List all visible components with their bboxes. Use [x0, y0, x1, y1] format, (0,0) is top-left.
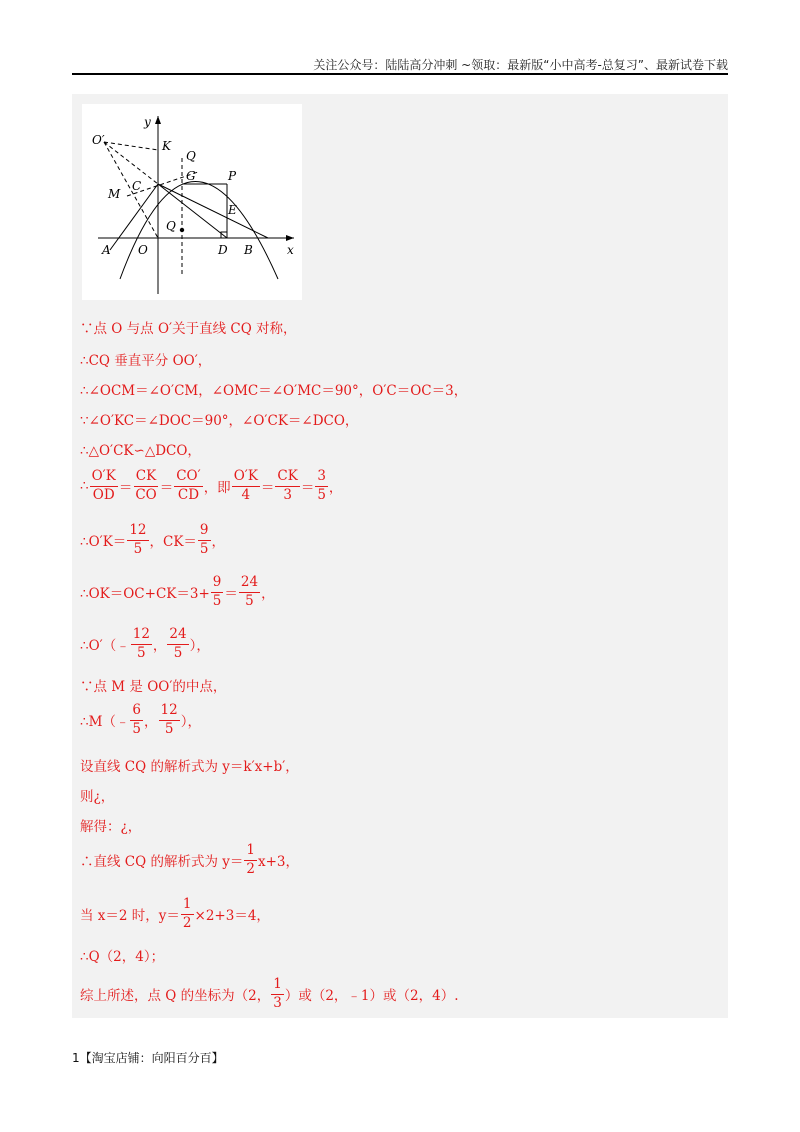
step-6-suffix: ，: [328, 480, 343, 496]
step-3: ∴∠OCM＝∠O′CM，∠OMC＝∠O′MC＝90°，O′C＝OC＝3，: [80, 383, 468, 399]
numerator: 24: [239, 576, 260, 593]
step-13: 则¿，: [80, 789, 115, 805]
step-9: [80, 624, 210, 664]
numerator: 9: [198, 524, 211, 541]
denominator: 5: [164, 720, 174, 737]
label-d: D: [218, 243, 228, 257]
denominator: 5: [317, 486, 326, 503]
label-e: E: [228, 203, 237, 217]
step-7-text-c: ，: [211, 534, 226, 550]
numerator: 6: [130, 704, 143, 721]
numerator: 12: [127, 524, 148, 541]
label-q-top: Q: [186, 149, 196, 163]
label-o-prime: O′: [92, 133, 105, 147]
fraction: [232, 470, 260, 502]
numerator: 1: [271, 978, 284, 995]
label-g: G: [186, 169, 196, 183]
numerator: 1: [244, 844, 257, 861]
step-14: 解得：¿，: [80, 819, 142, 835]
label-a: A: [102, 243, 111, 257]
step-9-text-c: ），: [189, 638, 210, 654]
label-b: B: [244, 243, 253, 257]
step-18-text-a: 综上所述，点 Q 的坐标为（2，: [80, 988, 271, 1004]
label-o: O: [138, 243, 148, 257]
label-p: P: [228, 169, 237, 183]
step-7: [80, 520, 225, 560]
fraction: [239, 576, 260, 608]
denominator: 5: [132, 720, 142, 737]
page-header: 关注公众号：陆陆高分冲刺 ~领取：最新版“小中高考-总复习”、最新试卷下载: [313, 58, 728, 72]
numerator: CK: [134, 470, 158, 487]
label-q-mid: Q: [166, 219, 176, 233]
numerator: 12: [131, 628, 152, 645]
solution-content: [72, 94, 728, 1018]
denominator: 2: [182, 914, 192, 931]
fraction: [130, 704, 143, 736]
step-18-text-b: ）或（2，﹣1）或（2，4）.: [284, 988, 459, 1004]
step-6: [80, 466, 342, 506]
step-12: 设直线 CQ 的解析式为 y＝k′x+b′，: [80, 759, 299, 775]
step-7-text-b: ，CK＝: [149, 534, 197, 550]
step-2: ∴CQ 垂直平分 OO′，: [80, 353, 212, 369]
step-18: [80, 974, 459, 1014]
step-11-text-b: ，: [144, 714, 158, 730]
label-c: C: [132, 179, 142, 193]
fraction: [181, 898, 194, 930]
denominator: 5: [199, 540, 209, 557]
fraction: [211, 576, 224, 608]
fraction: [159, 704, 180, 736]
equals: ＝: [159, 480, 174, 496]
step-11-text-c: ），: [180, 714, 201, 730]
fraction: [271, 978, 284, 1010]
step-9-text-a: ∴O′（﹣: [80, 638, 130, 654]
fraction: [244, 844, 257, 876]
label-x: x: [287, 243, 294, 257]
label-k: K: [162, 139, 171, 153]
denominator: CD: [177, 486, 200, 503]
geometry-figure: [82, 104, 302, 300]
numerator: O′K: [90, 470, 118, 487]
numerator: 3: [315, 470, 328, 487]
step-6-prefix: ∴: [80, 478, 89, 494]
denominator: 5: [137, 644, 146, 661]
page-footer: 1【淘宝店铺：向阳百分百】: [72, 1051, 224, 1065]
step-10: ∵点 M 是 OO′的中点，: [80, 679, 227, 695]
step-16-text-a: 当 x＝2 时，y＝: [80, 908, 180, 924]
numerator: CK: [275, 470, 299, 487]
step-17: ∴Q（2，4）；: [80, 949, 165, 965]
fraction: [275, 470, 299, 502]
step-8-text-b: ＝: [224, 586, 238, 602]
denominator: 5: [133, 540, 143, 557]
x-axis-arrow: [286, 235, 294, 241]
fraction: [131, 628, 152, 660]
denominator: 5: [173, 644, 183, 661]
line-o-prime-c: [104, 142, 158, 184]
equals: ＝: [260, 480, 275, 496]
step-15-text-a: ∴直线 CQ 的解析式为 y＝: [80, 854, 244, 870]
parabola: [120, 182, 278, 280]
label-m: M: [108, 187, 121, 201]
fraction: [198, 524, 211, 556]
denominator: OD: [92, 486, 115, 503]
denominator: 3: [283, 486, 292, 503]
fraction: [167, 628, 188, 660]
step-15-text-b: x+3，: [258, 854, 300, 870]
y-axis-arrow: [155, 116, 161, 124]
numerator: 9: [211, 576, 224, 593]
denominator: 5: [245, 592, 254, 609]
numerator: 24: [167, 628, 188, 645]
denominator: 3: [273, 994, 282, 1011]
fraction: [133, 470, 158, 502]
header-rule: [72, 73, 728, 75]
equals: ＝: [300, 480, 315, 496]
step-8-text-c: ，: [261, 586, 275, 602]
step-11-text-a: ∴M（﹣: [80, 714, 130, 730]
step-5: ∴△O′CK∽△DCO，: [80, 443, 201, 459]
denominator: 4: [241, 486, 251, 503]
fraction: [127, 524, 148, 556]
numerator: 1: [181, 898, 194, 915]
step-7-text-a: ∴O′K＝: [80, 534, 127, 550]
step-8: [80, 572, 275, 612]
fraction: [90, 470, 118, 502]
step-15: [80, 840, 299, 880]
step-6-mid: ，即: [203, 480, 231, 496]
equals: ＝: [118, 480, 133, 496]
step-4: ∵∠O′KC＝∠DOC＝90°，∠O′CK＝∠DCO，: [80, 413, 359, 429]
step-16-text-b: ×2+3＝4，: [194, 908, 270, 924]
fraction: [174, 470, 202, 502]
step-8-text-a: ∴OK＝OC+CK＝3+: [80, 586, 210, 602]
denominator: 5: [212, 592, 222, 609]
point-q-mid: [180, 228, 184, 232]
step-9-text-b: ，: [152, 638, 167, 654]
numerator: O′K: [232, 470, 260, 487]
step-1: ∵点 O 与点 O′关于直线 CQ 对称，: [80, 321, 297, 337]
numerator: CO′: [174, 470, 202, 487]
step-11: [80, 700, 201, 740]
denominator: CO: [135, 486, 157, 503]
step-16: [80, 894, 270, 934]
denominator: 2: [246, 860, 255, 877]
fraction: [315, 470, 328, 502]
numerator: 12: [159, 704, 180, 721]
label-y: y: [144, 115, 151, 129]
